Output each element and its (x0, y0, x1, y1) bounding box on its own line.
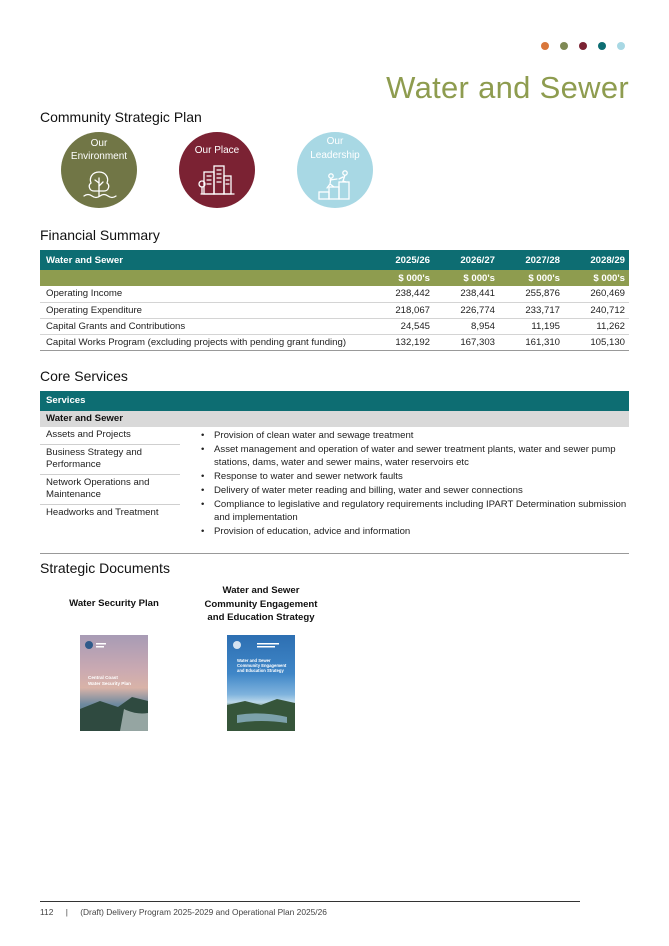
pillar-our-place (179, 132, 255, 208)
services-bullets (187, 429, 627, 539)
climbing-people-icon (315, 168, 355, 202)
table-row (40, 302, 629, 318)
row-value: 11,195 (499, 318, 564, 334)
strategic-documents-heading: Strategic Documents (40, 560, 170, 576)
row-value: 105,130 (564, 334, 629, 350)
financial-heading: Financial Summary (40, 227, 160, 243)
service-bullet: • Response to water and sewer network faults (187, 470, 627, 483)
page-title: Water and Sewer (386, 70, 629, 105)
tree-icon (80, 166, 118, 200)
row-value: 240,712 (564, 302, 629, 318)
service-item: Assets and Projects (40, 427, 180, 445)
table-row (40, 334, 629, 350)
water-security-plan-cover[interactable] (80, 635, 148, 731)
year-header: 2027/28 (499, 250, 564, 270)
row-value: 132,192 (369, 334, 434, 350)
doc-title-line: Water and Sewer (222, 585, 300, 596)
cover-title-line: Central Coast (88, 675, 118, 680)
unit-label: $ 000's (434, 270, 499, 286)
service-bullet: • Compliance to legislative and regulatory requirements including IPART Determination submission and implementation (187, 498, 627, 524)
pillar-our-environment (61, 132, 137, 208)
service-bullet: • Provision of education, advice and information (187, 525, 627, 538)
decorative-dots (541, 42, 625, 50)
doc-title-line: Community Engagement (204, 598, 318, 610)
row-label: Operating Income (40, 286, 369, 302)
services-list (40, 427, 180, 521)
footer (40, 907, 337, 917)
row-value: 226,774 (434, 302, 499, 318)
table-row (40, 286, 629, 302)
service-bullet: • Asset management and operation of water and sewer treatment plants, water and sewer pump stations, dams, water and sewer mains, water reservoirs etc (187, 443, 627, 469)
pillar-label-line2: Leadership (310, 150, 360, 161)
services-header: Services (40, 391, 629, 411)
unit-label: $ 000's (369, 270, 434, 286)
unit-label: $ 000's (564, 270, 629, 286)
year-header: 2026/27 (434, 250, 499, 270)
pillar-label-line2: Environment (70, 151, 128, 162)
row-value: 218,067 (369, 302, 434, 318)
row-value: 238,442 (369, 286, 434, 302)
council-logo-icon (227, 635, 295, 731)
services-group: Water and Sewer (40, 411, 629, 427)
year-header: 2025/26 (369, 250, 434, 270)
dot-green (560, 42, 568, 50)
cover-title-line: Water Security Plan (88, 681, 131, 686)
year-header: 2028/29 (564, 250, 629, 270)
services-body (40, 427, 629, 554)
pillar-label-line1: Our (326, 136, 344, 147)
doc-title-engagement-strategy (191, 584, 331, 625)
service-item: Business Strategy and Performance (40, 445, 180, 475)
cover-title-line: Community Engagement (237, 663, 287, 668)
unit-row (40, 270, 629, 286)
row-label: Operating Expenditure (40, 302, 369, 318)
footer-text: (Draft) Delivery Program 2025-2029 and Operational Plan 2025/26 (80, 907, 327, 917)
cover-title-line: Water and Sewer (237, 658, 271, 663)
row-value: 233,717 (499, 302, 564, 318)
row-value: 260,469 (564, 286, 629, 302)
pillar-label-line1: Our Place (194, 145, 240, 156)
pillar-our-leadership (297, 132, 373, 208)
dot-teal (598, 42, 606, 50)
dot-orange (541, 42, 549, 50)
unit-label: $ 000's (499, 270, 564, 286)
engagement-strategy-cover[interactable] (227, 635, 295, 731)
table-row (40, 318, 629, 334)
service-bullet: • Provision of clean water and sewage treatment (187, 429, 627, 442)
table-title: Water and Sewer (40, 250, 369, 270)
dot-light-blue (617, 42, 625, 50)
core-services-heading: Core Services (40, 368, 128, 384)
financial-summary-table (40, 250, 629, 351)
cover-title-line: and Education Strategy (237, 668, 284, 673)
service-item: Network Operations and Maintenance (40, 475, 180, 505)
doc-title-water-security-plan: Water Security Plan (69, 598, 159, 609)
core-services-table (40, 391, 629, 554)
page-number: 112 (40, 907, 54, 917)
unit-blank (40, 270, 369, 286)
csp-heading: Community Strategic Plan (40, 109, 202, 125)
row-value: 255,876 (499, 286, 564, 302)
footer-divider (40, 901, 580, 902)
row-value: 24,545 (369, 318, 434, 334)
doc-title-line: and Education Strategy (207, 612, 315, 623)
row-label: Capital Works Program (excluding projects with pending grant funding) (40, 334, 369, 350)
row-value: 238,441 (434, 286, 499, 302)
service-item: Headworks and Treatment (46, 506, 159, 518)
row-value: 8,954 (434, 318, 499, 334)
row-value: 11,262 (564, 318, 629, 334)
row-value: 167,303 (434, 334, 499, 350)
service-bullet: • Delivery of water meter reading and billing, water and sewer connections (187, 484, 627, 497)
footer-separator: | (65, 907, 68, 917)
row-label: Capital Grants and Contributions (40, 318, 369, 334)
buildings-icon (197, 162, 237, 198)
dot-maroon (579, 42, 587, 50)
table-header-row (40, 250, 629, 270)
row-value: 161,310 (499, 334, 564, 350)
pillar-label-line1: Our (90, 138, 108, 149)
